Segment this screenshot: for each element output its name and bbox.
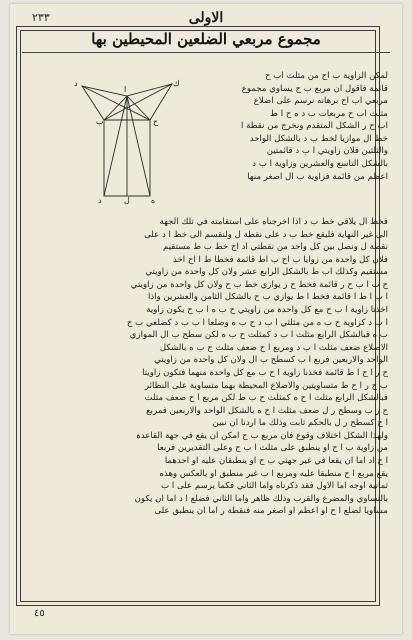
text-line: اخذنا زاوية ا ب ح مع كل واحدة من زاويتي ح ب ه ا ب ح يكون زاوية bbox=[146, 305, 388, 316]
title-rule bbox=[22, 52, 390, 53]
text-line: اب ح ر الشكل المتقدم ونخرج من نقطة ا bbox=[240, 121, 388, 132]
diag-3 bbox=[82, 86, 150, 120]
text-line: مستقيم وكذلك اب ط بالشكل الرابع عشر ولان كل واحدة من زاويتي bbox=[145, 267, 388, 278]
label-right-mid: ح bbox=[153, 117, 159, 126]
text-line: نقطة ل ونصل بين كل واحد من نقطتي اد اح خط ب ط مستقيم bbox=[162, 242, 388, 253]
label-bottom-left: د bbox=[98, 196, 102, 204]
text-line: يقع مربع ا ح منطبقا عليه ومربع ا ب غير منطبق او بالعكس وهذه bbox=[159, 468, 388, 479]
label-left-upper: د bbox=[74, 79, 78, 88]
text-line: ا ب د كزاوية ح ب ه من مثلثي ا ب د ح ب ه وضلعا ا ب ب د كضلعي ب ح bbox=[126, 317, 388, 328]
section-title: مجموع مربعي الضلعين المحيطين بها bbox=[91, 30, 321, 48]
geometry-figure bbox=[72, 74, 182, 204]
text-line: والثلثين فلان زاويتي ا ب د قائمتين bbox=[266, 146, 388, 157]
text-line: خط ال موازيا لخط ب د بالشكل الواحد bbox=[249, 133, 388, 144]
text-line: الى غير النهاية فليقع خط ب د على نقطة ل ولنقسم الى خط ا د على bbox=[144, 229, 388, 240]
label-bottom-mid: ل bbox=[124, 196, 130, 204]
text-line: بالتساوي والمضرع والقرب وذلك ظاهر واما الثاني فضلع ا د اما ان يكون bbox=[134, 493, 388, 504]
text-line: ح ب ا ب ح ر قائمة فخط ح ر يوازي خط ب ح ولان كل واحدة من زاويتي bbox=[130, 279, 388, 290]
text-line: ثمانية اوجه اما الاول فقد ذكرناه واما الثاني فكما يرسم على ا ب bbox=[161, 481, 388, 492]
text-line: قائمة فاقول ان مربع ب ح يساوي مجموع bbox=[241, 83, 388, 94]
text-line: ب ه فبالشكل الرابع مثلث ا ب د كمثلث ح ب ه لكن سطح ب ال الموازي bbox=[129, 330, 388, 341]
text-line: اعظم من قائمة فزاوية ب ال اصغر منها bbox=[247, 171, 388, 182]
signature-mark: ٤٥ bbox=[34, 608, 45, 619]
text-line: ا ب ا ط ا قائمة فخط ا ط يوازي ب ح بالشكل الثامن والعشرين واذا bbox=[147, 292, 388, 303]
text-line: الاضلاع ضعف مثلث ا ب د ومربع ا ح ضعف مثلث ح ب ه بالشكل bbox=[159, 342, 388, 353]
text-line: ولهذا الشكل اختلاف وقوع فان مربع ب ح امكن ان يقع في جهة القاعدة bbox=[136, 430, 388, 441]
label-bottom-right: ه bbox=[151, 196, 156, 204]
label-top: ا bbox=[124, 85, 127, 94]
text-line: ا ح اد اما ان يقعا في غير جهتي ب ح او ينطبقان عليه او احدهما bbox=[164, 455, 388, 466]
label-left-mid: ب bbox=[96, 117, 104, 126]
text-line: الواحد والاربعين فربع ا ب كسطح ب ال ولان كل واحدة من زاويتي bbox=[154, 355, 388, 366]
text-line: مثلث اب ح مربعات ب د ه ح ا ط bbox=[270, 108, 388, 119]
text-line: فلان كل واحدة من زوايا ب اح ب اط قائمة فخطا ط ا اح اخذ bbox=[172, 254, 388, 265]
square-ab bbox=[82, 86, 127, 120]
text-line: ا ح كسطح ر ل بالحكم ثابت وذلك ما اردنا ان نبين bbox=[212, 418, 388, 429]
text-block-bottom bbox=[24, 216, 388, 518]
text-line: فخط ال يلاقي خط ب د اذا اخرجناه على استقامته في تلك الجهة bbox=[159, 217, 388, 227]
diag-2 bbox=[127, 96, 150, 196]
page-number: ٢٣٣ bbox=[32, 11, 50, 24]
text-line: ح ر ا ح ا ط قائمة فخذنا زاوية ا ح ب مع كل واحدة منهما فتكون زاويتا bbox=[142, 367, 388, 378]
text-line: ح ر ب وسطح ر ل ضعف مثلث ا ح ه بالشكل الواحد والاربعين فمربع bbox=[146, 405, 388, 416]
text-line: ب ح ر ا ح ط متساويتين والاضلاع المحيطة بهما متساوية على النظائر bbox=[144, 380, 388, 391]
running-head: الاولى bbox=[188, 10, 224, 26]
text-line: من زاوية ب ا ح او ينطبق على مثلث ا ب ح وعلى التقديرين فربعا bbox=[157, 443, 388, 454]
label-right-upper: ك bbox=[173, 79, 180, 88]
text-line: بالشكل التاسع والعشرين وزاوية ا ب د bbox=[252, 159, 388, 170]
text-block-top bbox=[218, 70, 388, 183]
text-line: لمكن الزاوية ب اح من مثلث اب ح bbox=[265, 71, 388, 81]
page-footer bbox=[0, 608, 412, 624]
text-line: مساويا لضلع ا ح او اعظم او اصغر منه فنقطة ر اما ان ينطبق على bbox=[154, 506, 388, 517]
square-ac bbox=[127, 84, 172, 120]
text-line: فبالشكل الرابع مثلث ا ح ه كمثلث ح ب ط لكن مربع ا ح ضعف مثلث bbox=[144, 393, 388, 404]
text-line: مربعي اب اح برهانه نرسم على اضلاع bbox=[253, 96, 388, 107]
diag-1 bbox=[104, 96, 127, 196]
